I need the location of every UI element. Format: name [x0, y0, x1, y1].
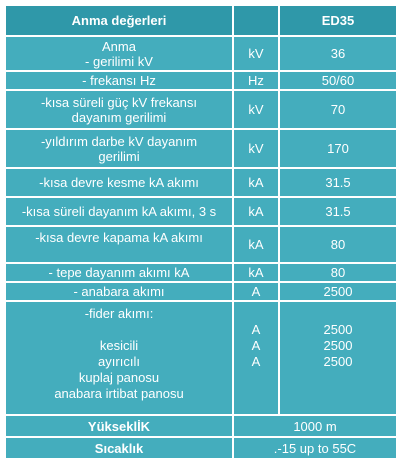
row-label: -kısa devre kapama kA akımı: [5, 226, 233, 263]
temperature-row: [5, 437, 397, 459]
row-label-line: dayanım gerilimi: [71, 109, 167, 125]
row-label-line: - gerilimi kV: [85, 53, 153, 69]
fider-item-unit: A: [251, 338, 261, 353]
table-row: [5, 129, 397, 168]
ratings-table: [4, 4, 398, 460]
header-label: Anma değerleri: [5, 5, 233, 36]
fider-item-label: kesicili: [99, 338, 139, 353]
table-row: [5, 263, 397, 282]
fider-item-value: 2500: [323, 338, 353, 353]
row-value: 31.5: [279, 197, 397, 226]
row-label-line: gerilimi: [98, 148, 140, 164]
row-value: 2500: [279, 282, 397, 301]
fider-item-unit: A: [251, 354, 261, 369]
row-unit: kA: [233, 197, 279, 226]
fider-row: [5, 301, 397, 415]
table-row: [5, 36, 397, 71]
row-label-line: -kısa süreli güç kV frekansı: [40, 94, 198, 110]
table-row: [5, 282, 397, 301]
table-header-row: [5, 5, 397, 36]
row-label: [5, 36, 233, 71]
row-unit: kV: [233, 129, 279, 168]
table-row: [5, 71, 397, 90]
fider-spacer: [282, 306, 394, 322]
row-value: 70: [279, 90, 397, 129]
row-value: 31.5: [279, 168, 397, 197]
row-value: 80: [279, 226, 397, 263]
row-label-line: -yıldırım darbe kV dayanım: [40, 133, 198, 149]
row-label: - anabara akımı: [5, 282, 233, 301]
row-label: - tepe dayanım akımı kA: [5, 263, 233, 282]
row-value: 36: [279, 36, 397, 71]
row-unit: Hz: [233, 71, 279, 90]
fider-item-unit: A: [251, 322, 261, 337]
row-label: [5, 90, 233, 129]
temperature-label: Sıcaklık: [5, 437, 233, 459]
header-unit: [233, 5, 279, 36]
row-label: [5, 129, 233, 168]
fider-item-value: 2500: [323, 322, 353, 337]
row-value: 80: [279, 263, 397, 282]
fider-spacer: [236, 306, 276, 322]
fider-extra-label: anabara irtibat panosu: [54, 386, 184, 401]
fider-item-label: kuplaj panosu: [78, 370, 160, 385]
altitude-label: YükseklİK: [5, 415, 233, 437]
row-unit: kA: [233, 168, 279, 197]
fider-spacer: [8, 322, 230, 338]
header-value: ED35: [279, 5, 397, 36]
row-unit: A: [233, 282, 279, 301]
temperature-value: .-15 up to 55C: [233, 437, 397, 459]
fider-units: [233, 301, 279, 415]
row-value: 170: [279, 129, 397, 168]
altitude-row: [5, 415, 397, 437]
table-row: [5, 168, 397, 197]
fider-item-value: 2500: [323, 354, 353, 369]
row-value: 50/60: [279, 71, 397, 90]
row-label: -kısa süreli dayanım kA akımı, 3 s: [5, 197, 233, 226]
fider-values: [279, 301, 397, 415]
row-label: - frekansı Hz: [5, 71, 233, 90]
table-row: [5, 90, 397, 129]
row-label: -kısa devre kesme kA akımı: [5, 168, 233, 197]
fider-item-label: ayırıcılı: [98, 354, 140, 369]
altitude-value: 1000 m: [233, 415, 397, 437]
row-label-line: Anma: [102, 38, 136, 54]
row-unit: kA: [233, 226, 279, 263]
fider-labels: [5, 301, 233, 415]
row-unit: kV: [233, 36, 279, 71]
table-row: [5, 226, 397, 263]
table-row: [5, 197, 397, 226]
fider-title: -fider akımı:: [84, 306, 154, 321]
row-unit: kV: [233, 90, 279, 129]
row-unit: kA: [233, 263, 279, 282]
